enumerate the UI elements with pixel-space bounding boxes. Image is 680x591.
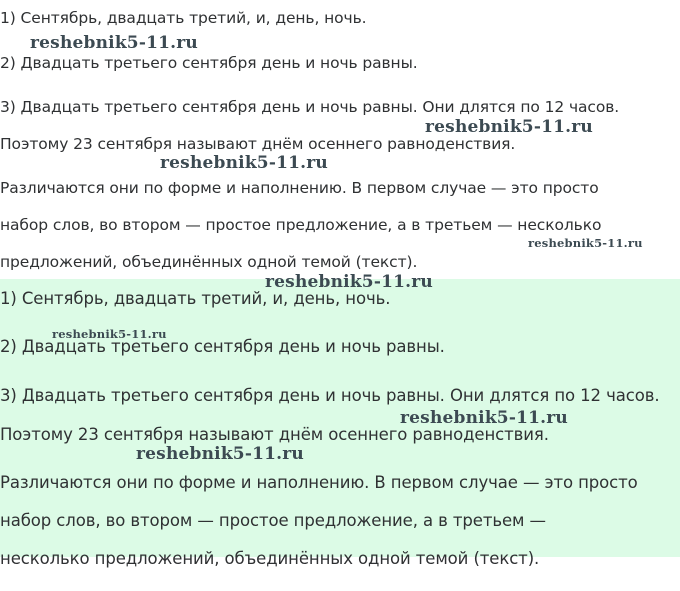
watermark: reshebnik5-11.ru (400, 408, 568, 428)
watermark: reshebnik5-11.ru (136, 444, 304, 464)
text-line: предложений, объединённых одной темой (текст). (0, 253, 418, 271)
text-line: 3) Двадцать третьего сентября день и ночь равны. Они длятся по 12 часов. (0, 98, 620, 116)
answer-block-2 (0, 279, 680, 568)
text-line: 1) Сентябрь, двадцать третий, и, день, ночь. (0, 9, 367, 27)
text-line: 1) Сентябрь, двадцать третий, и, день, ночь. (0, 289, 391, 308)
watermark: reshebnik5-11.ru (30, 33, 198, 53)
watermark: reshebnik5-11.ru (425, 117, 593, 137)
watermark: reshebnik5-11.ru (52, 327, 167, 341)
text-line: Различаются они по форме и наполнению. В первом случае — это просто (0, 473, 638, 492)
text-line: несколько предложений, объединённых одной темой (текст). (0, 549, 540, 568)
text-line: 3) Двадцать третьего сентября день и ночь равны. Они длятся по 12 часов. (0, 386, 660, 405)
watermark: reshebnik5-11.ru (160, 153, 328, 173)
text-line: набор слов, во втором — простое предложение, а в третьем — (0, 511, 546, 530)
watermark: reshebnik5-11.ru (528, 236, 643, 250)
text-line: 2) Двадцать третьего сентября день и ночь равны. (0, 54, 418, 72)
text-line: Поэтому 23 сентября называют днём осеннего равноденствия. (0, 135, 516, 153)
text-line: набор слов, во втором — простое предложение, а в третьем — несколько (0, 216, 602, 234)
watermark: reshebnik5-11.ru (265, 272, 433, 292)
text-line: Различаются они по форме и наполнению. В первом случае — это просто (0, 179, 599, 197)
text-line: Поэтому 23 сентября называют днём осеннего равноденствия. (0, 425, 549, 444)
text-line: 2) Двадцать третьего сентября день и ночь равны. (0, 337, 445, 356)
